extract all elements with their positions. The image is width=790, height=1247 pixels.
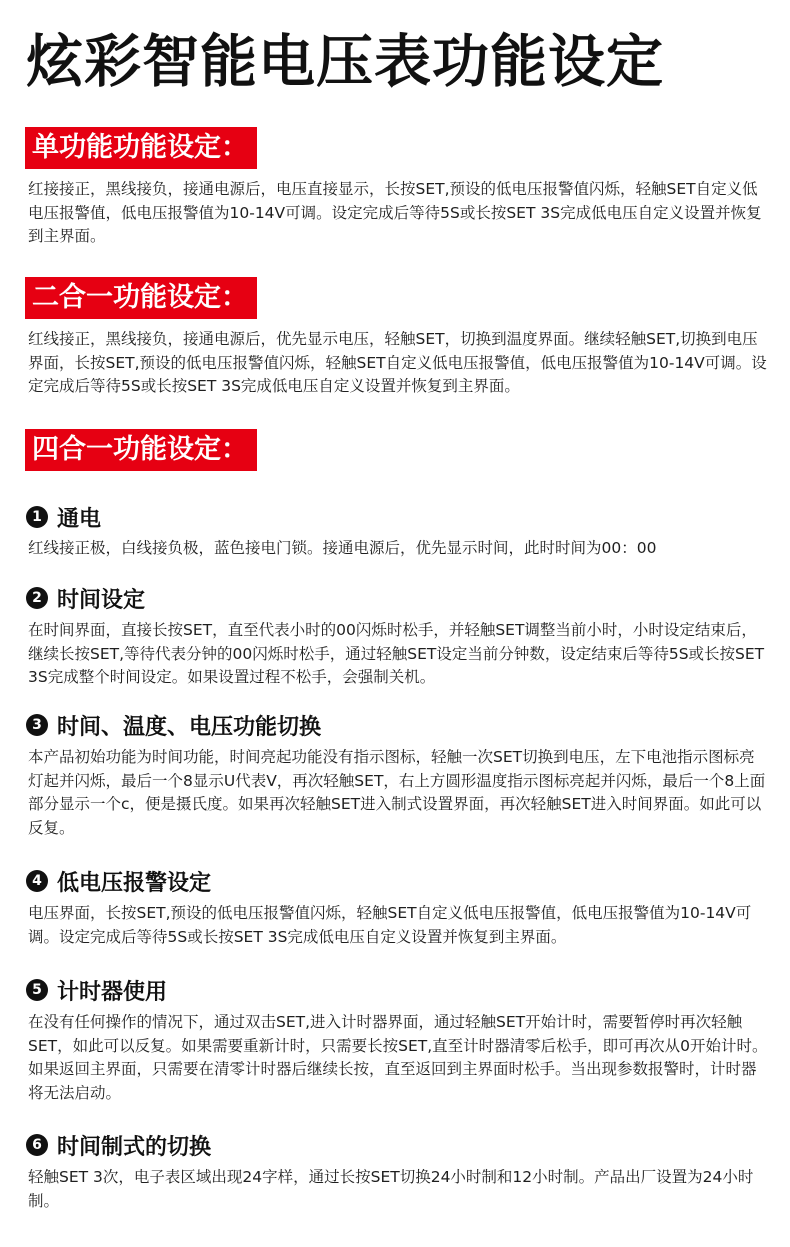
paragraph-power-on: 红线接正极，白线接负极，蓝色接电门锁。接通电源后，优先显示时间，此时时间为00：00 (28, 539, 657, 557)
section-heading-low-voltage-alarm (26, 866, 211, 896)
paragraph-time-format: 轻触SET 3次，电子表区域出现24字样，通过长按SET切换24小时制和12小时制。产品出厂设置为24小时制。 (28, 1168, 754, 1210)
number-badge-icon: 3 (26, 714, 48, 736)
section-heading-power-on (26, 502, 101, 532)
section-title: 时间设定 (57, 587, 146, 613)
number-badge-icon: 4 (26, 870, 48, 892)
paragraph-function-switch: 本产品初始功能为时间功能，时间亮起功能没有指示图标，轻触一次SET切换到电压，左下电池指示图标亮灯起并闪烁，最后一个8显示U代表V，再次轻触SET，右上方圆形温度指示图标亮起并闪烁，最后一个8上面部分显示一个c，便是摄氏度。如果再次轻触SET进入制式设置界面，再次轻触SET进入时间界面。如此可以反复。 (28, 748, 766, 837)
paragraph-timer: 在没有任何操作的情况下，通过双击SET,进入计时器界面，通过轻触SET开始计时，需要暂停时再次轻触SET，如此可以反复。如果需要重新计时，只需要长按SET,直至计时器清零后松手，即可再次从0开始计时。如果返回主界面，只需要在清零计时器后继续长按，直至返回到主界面时松手。当出现参数报警时，计时器将无法启动。 (28, 1013, 768, 1102)
section-title: 计时器使用 (57, 979, 168, 1005)
section-heading-function-switch (26, 710, 321, 740)
section-heading-time-format (26, 1130, 211, 1160)
section-title: 时间、温度、电压功能切换 (57, 714, 322, 740)
section-title: 时间制式的切换 (57, 1134, 212, 1160)
number-badge-icon: 1 (26, 506, 48, 528)
section-title: 低电压报警设定 (57, 870, 212, 896)
paragraph-two-in-one: 红线接正，黑线接负，接通电源后，优先显示电压，轻触SET，切换到温度界面。继续轻触SET,切换到电压界面，长按SET,预设的低电压报警值闪烁，轻触SET自定义低电压报警值，低电压报警值为10-14V可调。设定完成后等待5S或长按SET 3S完成低电压自定义设置并恢复到主界面。 (28, 330, 767, 395)
section-heading-time-setting (26, 583, 145, 613)
section-heading-timer (26, 975, 167, 1005)
heading-two-in-one: 二合一功能设定： (25, 277, 257, 319)
number-badge-icon: 5 (26, 979, 48, 1001)
number-badge-icon: 6 (26, 1134, 48, 1156)
number-badge-icon: 2 (26, 587, 48, 609)
paragraph-time-setting: 在时间界面，直接长按SET，直至代表小时的00闪烁时松手，并轻触SET调整当前小时，小时设定结束后，继续长按SET,等待代表分钟的00闪烁时松手，通过轻触SET设定当前分钟数，设定结束后等待5S或长按SET 3S完成整个时间设定。如果设置过程不松手，会强制关机。 (28, 621, 765, 686)
heading-single-function: 单功能功能设定： (25, 127, 257, 169)
paragraph-low-voltage-alarm: 电压界面，长按SET,预设的低电压报警值闪烁，轻触SET自定义低电压报警值，低电压报警值为10-14V可调。设定完成后等待5S或长按SET 3S完成低电压自定义设置并恢复到主界面。 (28, 904, 752, 946)
heading-four-in-one: 四合一功能设定： (25, 429, 257, 471)
page-title: 炫彩智能电压表功能设定 (26, 29, 664, 95)
paragraph-single-function: 红接接正，黑线接负，接通电源后，电压直接显示，长按SET,预设的低电压报警值闪烁，轻触SET自定义低电压报警值，低电压报警值为10-14V可调。设定完成后等待5S或长按SET 3S完成低电压自定义设置并恢复到主界面。 (28, 180, 762, 245)
section-title: 通电 (57, 506, 102, 532)
